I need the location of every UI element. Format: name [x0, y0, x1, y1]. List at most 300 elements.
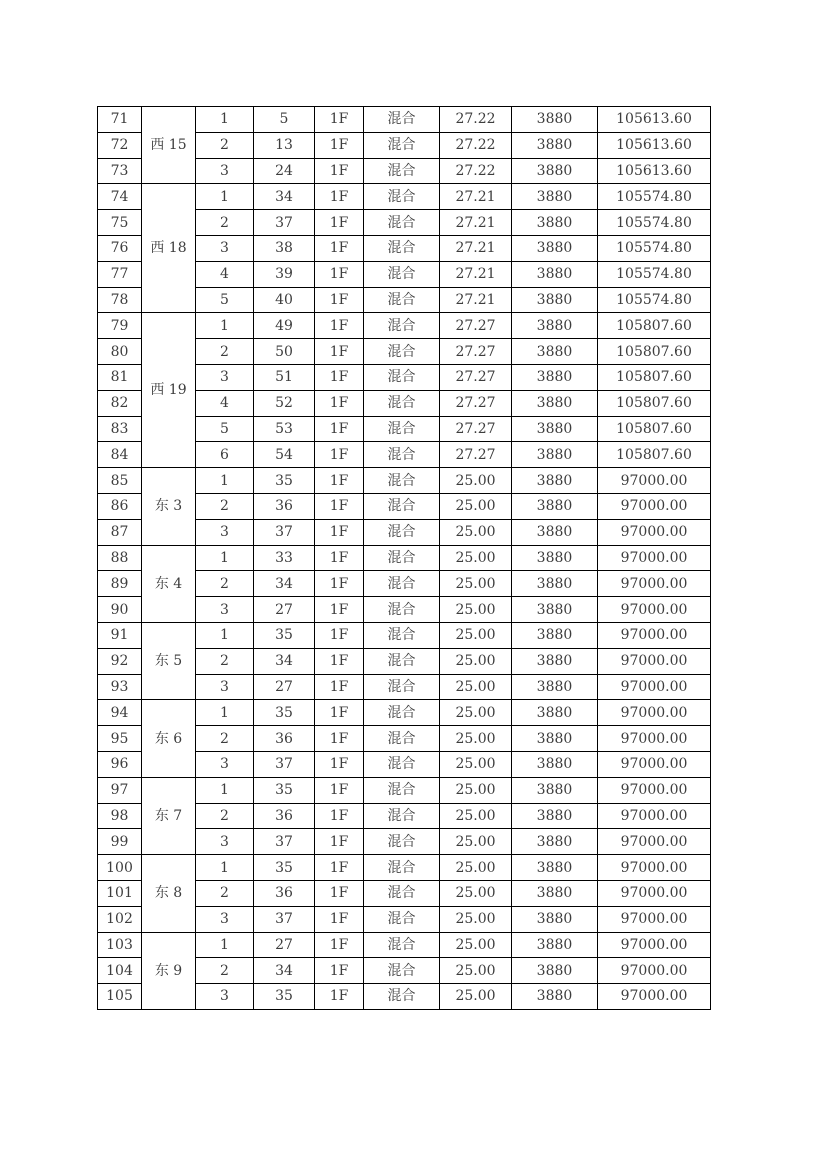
cell-usage: 混合: [364, 339, 440, 365]
cell-floor: 1F: [315, 519, 364, 545]
cell-room-no: 33: [254, 545, 315, 571]
cell-total-price: 97000.00: [598, 726, 711, 752]
cell-unit-price: 3880: [512, 287, 598, 313]
cell-floor: 1F: [315, 107, 364, 133]
cell-usage: 混合: [364, 416, 440, 442]
cell-room-no: 27: [254, 932, 315, 958]
cell-floor: 1F: [315, 777, 364, 803]
cell-floor: 1F: [315, 493, 364, 519]
cell-seq: 2: [196, 726, 254, 752]
cell-unit-price: 3880: [512, 700, 598, 726]
cell-unit-price: 3880: [512, 442, 598, 468]
cell-unit-price: 3880: [512, 674, 598, 700]
cell-usage: 混合: [364, 829, 440, 855]
cell-unit-price: 3880: [512, 984, 598, 1010]
cell-seq: 1: [196, 107, 254, 133]
table-row: [98, 107, 711, 133]
cell-usage: 混合: [364, 235, 440, 261]
cell-total-price: 97000.00: [598, 984, 711, 1010]
cell-floor: 1F: [315, 803, 364, 829]
cell-floor: 1F: [315, 158, 364, 184]
cell-total-price: 97000.00: [598, 932, 711, 958]
cell-building: 东 3: [142, 468, 196, 545]
cell-seq: 3: [196, 597, 254, 623]
cell-seq: 1: [196, 184, 254, 210]
cell-usage: 混合: [364, 777, 440, 803]
cell-total-price: 97000.00: [598, 648, 711, 674]
cell-room-no: 27: [254, 674, 315, 700]
cell-building: 西 15: [142, 107, 196, 184]
cell-area: 25.00: [440, 493, 512, 519]
cell-area: 27.21: [440, 210, 512, 236]
cell-room-no: 54: [254, 442, 315, 468]
cell-usage: 混合: [364, 261, 440, 287]
cell-area: 25.00: [440, 648, 512, 674]
cell-row-no: 88: [98, 545, 142, 571]
cell-usage: 混合: [364, 726, 440, 752]
cell-room-no: 50: [254, 339, 315, 365]
cell-building: 东 5: [142, 622, 196, 699]
cell-usage: 混合: [364, 700, 440, 726]
cell-floor: 1F: [315, 364, 364, 390]
cell-total-price: 97000.00: [598, 751, 711, 777]
cell-seq: 2: [196, 803, 254, 829]
cell-total-price: 97000.00: [598, 468, 711, 494]
cell-room-no: 51: [254, 364, 315, 390]
cell-row-no: 75: [98, 210, 142, 236]
cell-room-no: 34: [254, 958, 315, 984]
cell-usage: 混合: [364, 468, 440, 494]
cell-total-price: 105613.60: [598, 158, 711, 184]
cell-room-no: 36: [254, 803, 315, 829]
cell-total-price: 105574.80: [598, 261, 711, 287]
cell-area: 25.00: [440, 958, 512, 984]
cell-row-no: 104: [98, 958, 142, 984]
cell-unit-price: 3880: [512, 261, 598, 287]
cell-row-no: 102: [98, 906, 142, 932]
cell-unit-price: 3880: [512, 339, 598, 365]
cell-seq: 6: [196, 442, 254, 468]
cell-unit-price: 3880: [512, 880, 598, 906]
cell-floor: 1F: [315, 829, 364, 855]
cell-row-no: 100: [98, 855, 142, 881]
cell-usage: 混合: [364, 545, 440, 571]
cell-total-price: 97000.00: [598, 829, 711, 855]
cell-total-price: 97000.00: [598, 571, 711, 597]
cell-seq: 4: [196, 261, 254, 287]
cell-room-no: 34: [254, 571, 315, 597]
cell-seq: 4: [196, 390, 254, 416]
cell-total-price: 105613.60: [598, 132, 711, 158]
cell-seq: 3: [196, 364, 254, 390]
cell-total-price: 97000.00: [598, 597, 711, 623]
cell-building: 东 4: [142, 545, 196, 622]
cell-seq: 3: [196, 519, 254, 545]
cell-unit-price: 3880: [512, 390, 598, 416]
cell-area: 25.00: [440, 597, 512, 623]
cell-row-no: 73: [98, 158, 142, 184]
cell-usage: 混合: [364, 519, 440, 545]
cell-unit-price: 3880: [512, 235, 598, 261]
cell-total-price: 105574.80: [598, 184, 711, 210]
cell-total-price: 105807.60: [598, 339, 711, 365]
cell-usage: 混合: [364, 132, 440, 158]
cell-area: 27.22: [440, 158, 512, 184]
cell-building: 西 19: [142, 313, 196, 468]
table-row: [98, 700, 711, 726]
cell-row-no: 96: [98, 751, 142, 777]
cell-area: 25.00: [440, 674, 512, 700]
price-table: [97, 106, 711, 1010]
cell-building: 东 6: [142, 700, 196, 777]
cell-total-price: 105613.60: [598, 107, 711, 133]
cell-total-price: 97000.00: [598, 545, 711, 571]
cell-floor: 1F: [315, 545, 364, 571]
cell-total-price: 105807.60: [598, 313, 711, 339]
cell-unit-price: 3880: [512, 829, 598, 855]
cell-room-no: 34: [254, 184, 315, 210]
cell-row-no: 93: [98, 674, 142, 700]
cell-area: 27.22: [440, 132, 512, 158]
cell-seq: 3: [196, 829, 254, 855]
cell-usage: 混合: [364, 313, 440, 339]
cell-unit-price: 3880: [512, 648, 598, 674]
cell-usage: 混合: [364, 648, 440, 674]
cell-total-price: 97000.00: [598, 493, 711, 519]
cell-seq: 1: [196, 468, 254, 494]
cell-row-no: 99: [98, 829, 142, 855]
cell-row-no: 94: [98, 700, 142, 726]
cell-usage: 混合: [364, 287, 440, 313]
cell-floor: 1F: [315, 855, 364, 881]
cell-floor: 1F: [315, 132, 364, 158]
cell-room-no: 13: [254, 132, 315, 158]
cell-area: 27.27: [440, 364, 512, 390]
cell-usage: 混合: [364, 751, 440, 777]
cell-unit-price: 3880: [512, 803, 598, 829]
cell-room-no: 37: [254, 906, 315, 932]
cell-area: 27.21: [440, 235, 512, 261]
cell-usage: 混合: [364, 906, 440, 932]
cell-unit-price: 3880: [512, 545, 598, 571]
cell-area: 25.00: [440, 829, 512, 855]
cell-floor: 1F: [315, 932, 364, 958]
cell-floor: 1F: [315, 313, 364, 339]
table-row: [98, 545, 711, 571]
cell-seq: 1: [196, 777, 254, 803]
cell-area: 25.00: [440, 984, 512, 1010]
cell-floor: 1F: [315, 906, 364, 932]
cell-row-no: 89: [98, 571, 142, 597]
cell-seq: 1: [196, 313, 254, 339]
cell-building: 西 18: [142, 184, 196, 313]
cell-unit-price: 3880: [512, 751, 598, 777]
cell-area: 25.00: [440, 468, 512, 494]
cell-area: 25.00: [440, 726, 512, 752]
cell-floor: 1F: [315, 597, 364, 623]
cell-seq: 3: [196, 984, 254, 1010]
table-body: [98, 107, 711, 1010]
cell-unit-price: 3880: [512, 493, 598, 519]
cell-seq: 1: [196, 932, 254, 958]
cell-row-no: 101: [98, 880, 142, 906]
cell-unit-price: 3880: [512, 726, 598, 752]
cell-row-no: 86: [98, 493, 142, 519]
cell-floor: 1F: [315, 674, 364, 700]
cell-unit-price: 3880: [512, 855, 598, 881]
cell-row-no: 105: [98, 984, 142, 1010]
cell-row-no: 84: [98, 442, 142, 468]
cell-area: 25.00: [440, 571, 512, 597]
cell-seq: 2: [196, 210, 254, 236]
cell-floor: 1F: [315, 416, 364, 442]
cell-area: 25.00: [440, 700, 512, 726]
cell-area: 25.00: [440, 803, 512, 829]
cell-floor: 1F: [315, 390, 364, 416]
cell-area: 27.27: [440, 416, 512, 442]
cell-room-no: 52: [254, 390, 315, 416]
cell-total-price: 97000.00: [598, 855, 711, 881]
cell-unit-price: 3880: [512, 158, 598, 184]
cell-unit-price: 3880: [512, 313, 598, 339]
cell-usage: 混合: [364, 107, 440, 133]
cell-row-no: 91: [98, 622, 142, 648]
cell-row-no: 72: [98, 132, 142, 158]
cell-room-no: 27: [254, 597, 315, 623]
cell-area: 25.00: [440, 622, 512, 648]
cell-row-no: 76: [98, 235, 142, 261]
cell-seq: 1: [196, 622, 254, 648]
cell-total-price: 97000.00: [598, 803, 711, 829]
cell-seq: 2: [196, 132, 254, 158]
cell-area: 27.27: [440, 442, 512, 468]
cell-area: 25.00: [440, 880, 512, 906]
cell-floor: 1F: [315, 700, 364, 726]
cell-row-no: 82: [98, 390, 142, 416]
cell-total-price: 97000.00: [598, 777, 711, 803]
cell-usage: 混合: [364, 158, 440, 184]
cell-unit-price: 3880: [512, 622, 598, 648]
cell-room-no: 36: [254, 880, 315, 906]
cell-usage: 混合: [364, 984, 440, 1010]
cell-row-no: 85: [98, 468, 142, 494]
cell-room-no: 37: [254, 519, 315, 545]
cell-unit-price: 3880: [512, 519, 598, 545]
cell-unit-price: 3880: [512, 597, 598, 623]
cell-room-no: 35: [254, 622, 315, 648]
cell-unit-price: 3880: [512, 571, 598, 597]
cell-usage: 混合: [364, 493, 440, 519]
cell-seq: 1: [196, 545, 254, 571]
cell-area: 27.21: [440, 261, 512, 287]
cell-usage: 混合: [364, 442, 440, 468]
cell-area: 25.00: [440, 932, 512, 958]
cell-room-no: 5: [254, 107, 315, 133]
cell-room-no: 49: [254, 313, 315, 339]
cell-area: 27.27: [440, 313, 512, 339]
cell-area: 25.00: [440, 777, 512, 803]
cell-usage: 混合: [364, 958, 440, 984]
cell-total-price: 105807.60: [598, 364, 711, 390]
cell-floor: 1F: [315, 184, 364, 210]
cell-room-no: 40: [254, 287, 315, 313]
cell-total-price: 105574.80: [598, 287, 711, 313]
cell-seq: 3: [196, 158, 254, 184]
table-row: [98, 313, 711, 339]
cell-area: 25.00: [440, 906, 512, 932]
cell-row-no: 87: [98, 519, 142, 545]
cell-unit-price: 3880: [512, 468, 598, 494]
cell-row-no: 98: [98, 803, 142, 829]
cell-floor: 1F: [315, 751, 364, 777]
cell-usage: 混合: [364, 184, 440, 210]
cell-area: 27.21: [440, 184, 512, 210]
cell-floor: 1F: [315, 468, 364, 494]
cell-unit-price: 3880: [512, 906, 598, 932]
cell-usage: 混合: [364, 390, 440, 416]
cell-row-no: 81: [98, 364, 142, 390]
cell-total-price: 97000.00: [598, 880, 711, 906]
cell-row-no: 83: [98, 416, 142, 442]
cell-floor: 1F: [315, 339, 364, 365]
cell-seq: 3: [196, 674, 254, 700]
cell-usage: 混合: [364, 803, 440, 829]
cell-row-no: 79: [98, 313, 142, 339]
cell-seq: 3: [196, 751, 254, 777]
cell-unit-price: 3880: [512, 932, 598, 958]
cell-floor: 1F: [315, 726, 364, 752]
cell-total-price: 97000.00: [598, 958, 711, 984]
cell-total-price: 105807.60: [598, 390, 711, 416]
cell-area: 27.22: [440, 107, 512, 133]
cell-floor: 1F: [315, 287, 364, 313]
cell-seq: 2: [196, 493, 254, 519]
cell-building: 东 8: [142, 855, 196, 932]
cell-usage: 混合: [364, 622, 440, 648]
cell-area: 25.00: [440, 751, 512, 777]
cell-room-no: 37: [254, 210, 315, 236]
cell-floor: 1F: [315, 984, 364, 1010]
cell-area: 25.00: [440, 545, 512, 571]
cell-usage: 混合: [364, 880, 440, 906]
cell-floor: 1F: [315, 648, 364, 674]
cell-area: 27.21: [440, 287, 512, 313]
cell-usage: 混合: [364, 597, 440, 623]
cell-row-no: 97: [98, 777, 142, 803]
cell-unit-price: 3880: [512, 107, 598, 133]
cell-floor: 1F: [315, 261, 364, 287]
cell-row-no: 78: [98, 287, 142, 313]
cell-room-no: 35: [254, 777, 315, 803]
cell-seq: 2: [196, 958, 254, 984]
cell-total-price: 105574.80: [598, 235, 711, 261]
cell-seq: 3: [196, 906, 254, 932]
cell-row-no: 74: [98, 184, 142, 210]
cell-unit-price: 3880: [512, 184, 598, 210]
cell-building: 东 9: [142, 932, 196, 1009]
cell-unit-price: 3880: [512, 958, 598, 984]
cell-total-price: 105807.60: [598, 416, 711, 442]
cell-room-no: 35: [254, 468, 315, 494]
cell-unit-price: 3880: [512, 416, 598, 442]
cell-usage: 混合: [364, 855, 440, 881]
cell-area: 27.27: [440, 390, 512, 416]
cell-seq: 2: [196, 880, 254, 906]
cell-seq: 5: [196, 287, 254, 313]
cell-total-price: 97000.00: [598, 519, 711, 545]
cell-usage: 混合: [364, 364, 440, 390]
cell-seq: 1: [196, 855, 254, 881]
table-row: [98, 622, 711, 648]
cell-room-no: 39: [254, 261, 315, 287]
cell-total-price: 97000.00: [598, 622, 711, 648]
cell-floor: 1F: [315, 958, 364, 984]
table-row: [98, 184, 711, 210]
cell-total-price: 105574.80: [598, 210, 711, 236]
table-row: [98, 932, 711, 958]
cell-unit-price: 3880: [512, 364, 598, 390]
cell-usage: 混合: [364, 932, 440, 958]
cell-building: 东 7: [142, 777, 196, 854]
cell-usage: 混合: [364, 674, 440, 700]
cell-row-no: 92: [98, 648, 142, 674]
cell-row-no: 90: [98, 597, 142, 623]
cell-total-price: 97000.00: [598, 700, 711, 726]
table-row: [98, 855, 711, 881]
cell-row-no: 80: [98, 339, 142, 365]
cell-row-no: 103: [98, 932, 142, 958]
cell-room-no: 36: [254, 726, 315, 752]
cell-seq: 1: [196, 700, 254, 726]
cell-floor: 1F: [315, 571, 364, 597]
cell-row-no: 95: [98, 726, 142, 752]
cell-unit-price: 3880: [512, 132, 598, 158]
cell-unit-price: 3880: [512, 210, 598, 236]
cell-floor: 1F: [315, 235, 364, 261]
cell-seq: 3: [196, 235, 254, 261]
cell-area: 25.00: [440, 855, 512, 881]
cell-room-no: 53: [254, 416, 315, 442]
cell-floor: 1F: [315, 442, 364, 468]
cell-unit-price: 3880: [512, 777, 598, 803]
cell-area: 27.27: [440, 339, 512, 365]
cell-row-no: 77: [98, 261, 142, 287]
cell-row-no: 71: [98, 107, 142, 133]
cell-room-no: 35: [254, 700, 315, 726]
cell-total-price: 97000.00: [598, 674, 711, 700]
cell-room-no: 38: [254, 235, 315, 261]
table-row: [98, 468, 711, 494]
cell-room-no: 36: [254, 493, 315, 519]
cell-floor: 1F: [315, 880, 364, 906]
cell-room-no: 35: [254, 984, 315, 1010]
cell-seq: 2: [196, 339, 254, 365]
cell-seq: 2: [196, 648, 254, 674]
cell-room-no: 34: [254, 648, 315, 674]
table-row: [98, 777, 711, 803]
cell-area: 25.00: [440, 519, 512, 545]
cell-room-no: 24: [254, 158, 315, 184]
cell-total-price: 105807.60: [598, 442, 711, 468]
cell-usage: 混合: [364, 571, 440, 597]
cell-room-no: 37: [254, 829, 315, 855]
cell-usage: 混合: [364, 210, 440, 236]
cell-room-no: 35: [254, 855, 315, 881]
cell-total-price: 97000.00: [598, 906, 711, 932]
cell-floor: 1F: [315, 210, 364, 236]
cell-floor: 1F: [315, 622, 364, 648]
cell-room-no: 37: [254, 751, 315, 777]
